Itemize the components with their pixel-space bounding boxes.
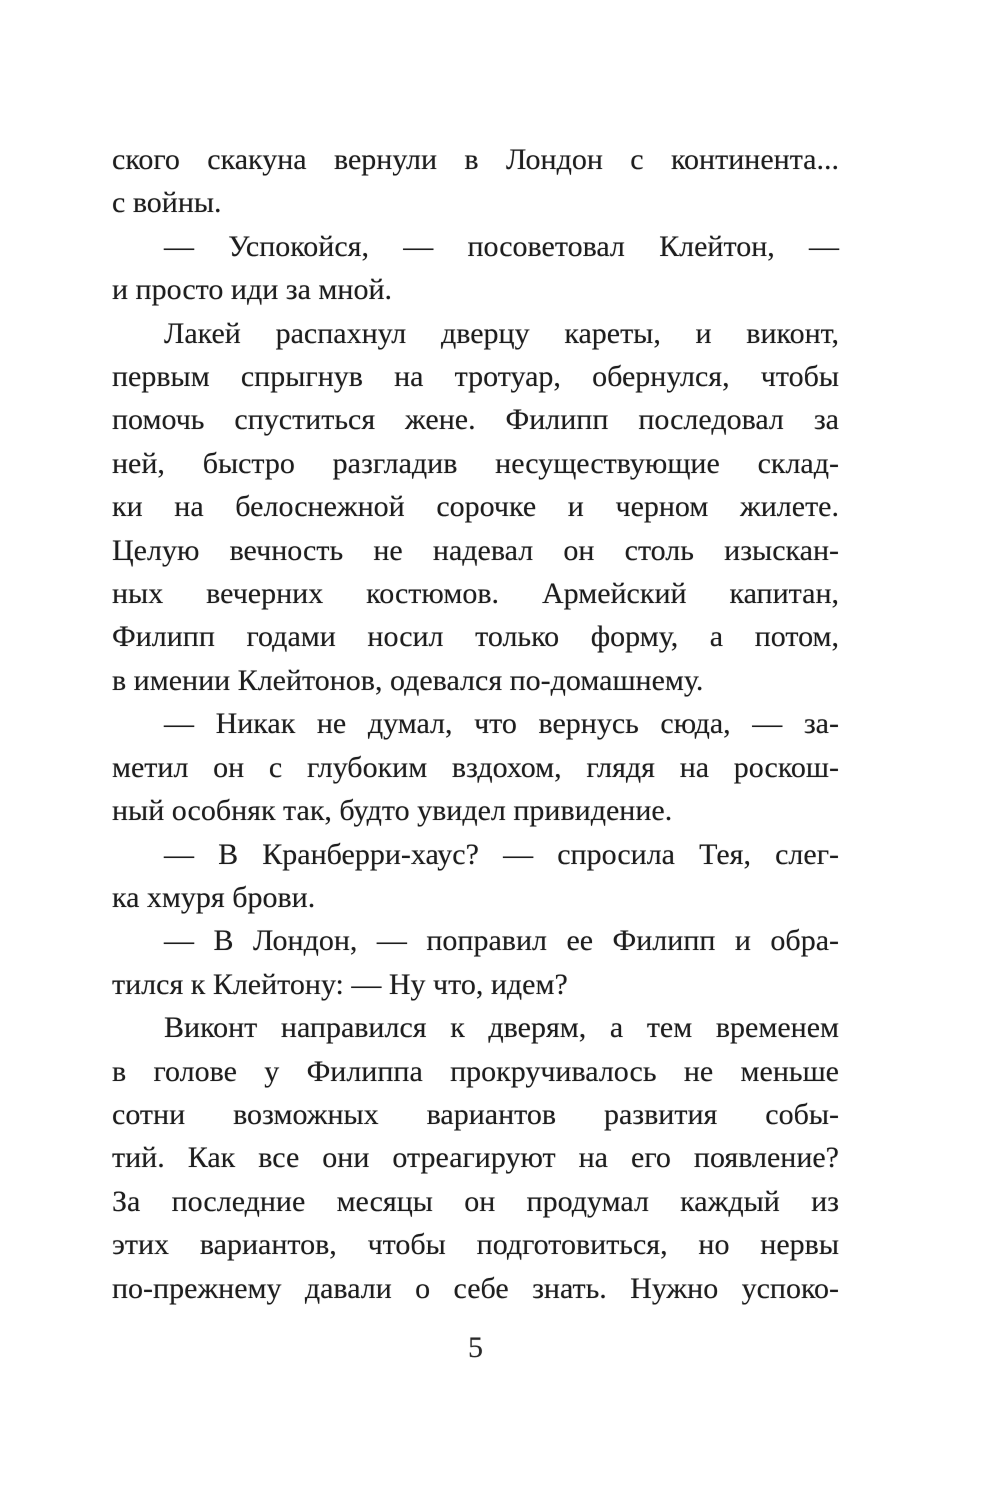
text-line: сотни возможных вариантов развития собы- <box>112 1097 839 1131</box>
text-line: в голове у Филиппа прокручивалось не меньше <box>112 1054 839 1088</box>
text-line: в имении Клейтонов, одевался по-домашнему. <box>112 663 704 697</box>
text-line: ней, быстро разгладив несуществующие склад- <box>112 446 839 480</box>
text-line: помочь спуститься жене. Филипп последовал за <box>112 403 839 437</box>
text-line: Филипп годами носил только форму, а потом, <box>112 620 839 654</box>
text-line: метил он с глубоким вздохом, глядя на роскош- <box>112 750 839 784</box>
text-line: Лакей распахнул дверцу кареты, и виконт, <box>164 316 839 350</box>
text-line: Целую вечность не надевал он столь изыскан- <box>112 533 839 567</box>
text-line: ка хмуря брови. <box>112 880 316 914</box>
text-line: этих вариантов, чтобы подготовиться, но нервы <box>112 1228 839 1262</box>
text-line: тий. Как все они отреагируют на его появление? <box>112 1141 839 1175</box>
page-number: 5 <box>468 1331 483 1364</box>
text-line: тился к Клейтону: — Ну что, идем? <box>112 967 568 1001</box>
text-line: — Никак не думал, что вернусь сюда, — за- <box>164 707 839 741</box>
text-line: — В Кранберри-хаус? — спросила Тея, слег- <box>164 837 839 871</box>
text-line: ных вечерних костюмов. Армейский капитан, <box>112 577 839 611</box>
text-line: с войны. <box>112 186 222 220</box>
text-line: За последние месяцы он продумал каждый из <box>112 1184 839 1218</box>
text-line: — В Лондон, — поправил ее Филипп и обра- <box>164 924 839 958</box>
text-line: Виконт направился к дверям, а тем временем <box>164 1011 839 1045</box>
text-line: по-прежнему давали о себе знать. Нужно успоко- <box>112 1271 839 1305</box>
text-line: ки на белоснежной сорочке и черном жилете. <box>112 490 839 524</box>
text-line: ный особняк так, будто увидел привидение. <box>112 794 673 828</box>
text-line: первым спрыгнув на тротуар, обернулся, чтобы <box>112 360 839 394</box>
text-line: — Успокойся, — посоветовал Клейтон, — <box>164 229 839 263</box>
text-line: ского скакуна вернули в Лондон с континента... <box>112 143 839 176</box>
body-text <box>112 138 839 1310</box>
text-line: и просто иди за мной. <box>112 273 393 307</box>
